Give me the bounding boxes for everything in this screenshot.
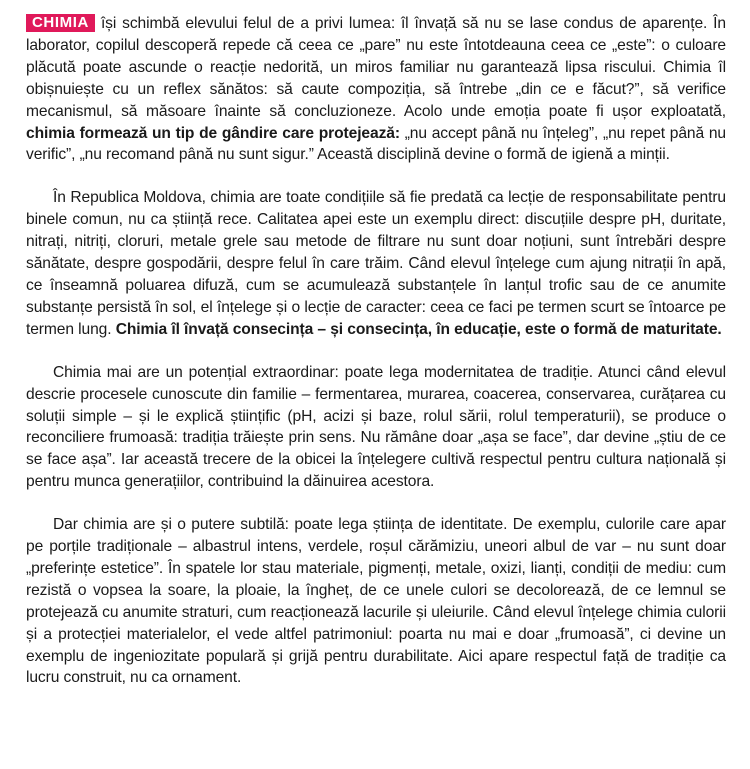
paragraph-1: [26, 13, 726, 166]
bold-segment: chimia formează un tip de gândire care protejează:: [26, 124, 400, 142]
text-segment: „nu accept până nu înțeleg”, „nu repet până nu verific”, „nu recomand până nu sunt sigur.” Această disciplină devine o formă de igienă a minții.: [26, 124, 726, 164]
text-segment: În Republica Moldova, chimia are toate condițiile să fie predată ca lecție de responsabilitate pentru binele comun, nu ca știință rece. Calitatea apei este un exemplu direct: discuțiile despre pH, duritate, nitrați, nitriți, cloruri, metale grele sau metode de filtrare nu sunt doar noțiuni, sunt întrebări despre sănătate, despre gospodării, despre felul în care trăim. Când elevul înțelege cum ajung nitrații în apă, ce înseamnă poluarea difuză, cum se acumulează substanțele în lanțul trofic sau de ce anumite substanțe persistă în sol, el înțelege și o lecție de caracter: ceea ce faci pe termen scurt se întoarce pe termen lung.: [26, 189, 726, 338]
text-segment: Chimia mai are un potențial extraordinar: poate lega modernitatea de tradiție. Atunci când elevul descrie procesele cunoscute din familie – fermentarea, murarea, coacerea, conservarea, curățarea cu soluții simple – și le explică științific (pH, acizi și baze, rolul sării, rolul temperaturii), se produce o reconciliere frumoasă: tradiția trăiește prin sens. Nu rămâne doar „așa se face”, dar devine „știu de ce se face așa”. Iar această trecere de la obicei la înțelegere cultivă respectul pentru cultura națională și pentru munca generațiilor, contribuind la dăinuirea acestora.: [26, 363, 726, 491]
paragraph-2: [26, 187, 726, 340]
bold-segment: Chimia îl învață consecința – și consecința, în educație, este o formă de maturitate.: [115, 320, 722, 338]
paragraph-3: [26, 362, 726, 493]
paragraph-4: [26, 514, 726, 689]
chimia-tag: CHIMIA: [26, 14, 95, 32]
text-segment: Dar chimia are și o putere subtilă: poate lega știința de identitate. De exemplu, culorile care apar pe porțile tradiționale – albastrul intens, verdele, roșul cărămiziu, uneori albul de var – nu sunt doar „preferințe estetice”. În spatele lor stau materiale, pigmenți, metale, oxizi, lianți, condiții de mediu: cum rezistă o vopsea la soare, la ploaie, la îngheț, de ce unele culori se decolorează, de ce lemnul se protejează cu anumite straturi, cum reacționează lacurile și uleiurile. Când elevul înțelege chimia culorii și a protecției materialelor, el vede altfel patrimoniul: poarta nu mai e doar „frumoasă”, ci devine un exemplu de ingeniozitate populară și grijă pentru durabilitate. Aici apare respectul față de tradiție ca lucru construit, nu ca ornament.: [26, 516, 726, 687]
text-segment: își schimbă elevului felul de a privi lumea: îl învață să nu se lase condus de aparențe. În laborator, copilul descoperă repede că ceea ce „pare” nu este întotdeauna ceea ce „este”: o culoare plăcută poate ascunde o reacție nedorită, un miros familiar nu garantează lipsa riscului. Chimia îl obișnuiește cu un reflex sănătos: să caute compoziția, să întrebe „din ce e făcut?”, să verifice mecanismul, să măsoare înainte să concluzioneze. Acolo unde emoția poate fi ușor exploatată,: [26, 15, 726, 120]
